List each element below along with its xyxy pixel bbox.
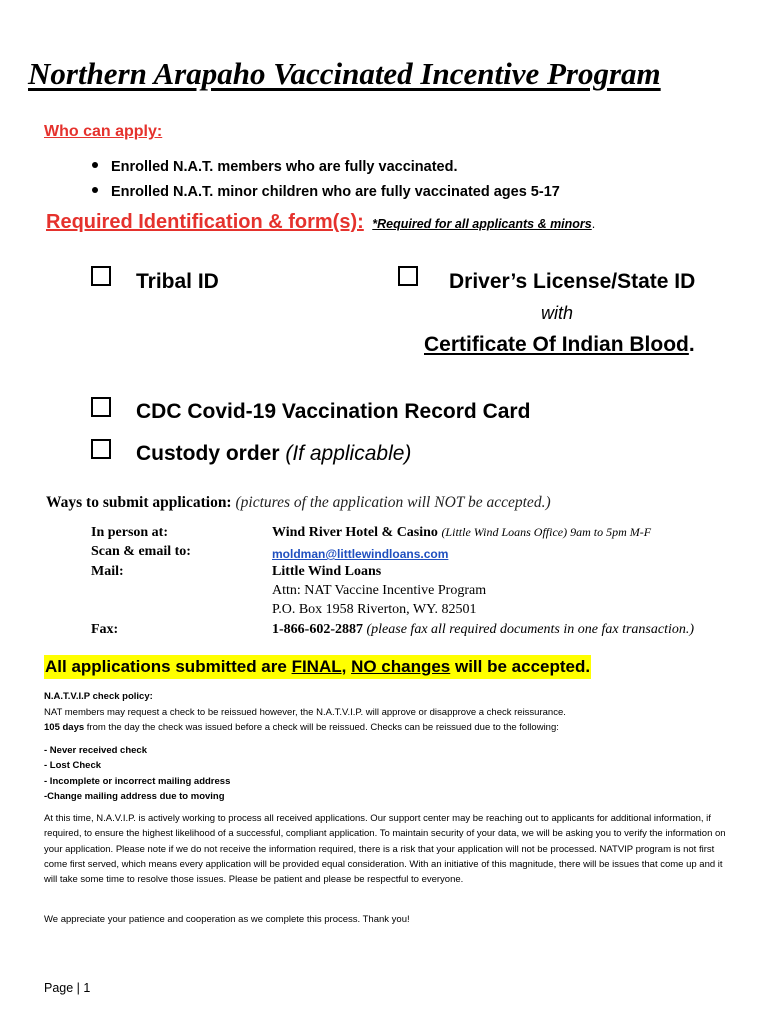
final-banner <box>44 655 591 679</box>
email-row <box>272 545 448 563</box>
required-note-period: . <box>591 217 596 231</box>
in-person-location: Wind River Hotel & Casino <box>272 525 438 540</box>
ways-to-submit-row <box>46 494 551 512</box>
with-text: with <box>541 303 574 323</box>
check-policy-heading: N.A.T.V.I.P check policy: <box>44 691 153 702</box>
in-person-value-row <box>272 525 651 541</box>
in-person-label: In person at: <box>91 525 169 540</box>
mail-label: Mail: <box>91 564 124 579</box>
tribal-id-label: Tribal ID <box>136 270 219 293</box>
page-number: Page | 1 <box>44 981 91 995</box>
thanks-text: We appreciate your patience and cooperation as we complete this process. Thank you! <box>44 914 410 925</box>
final-banner-suffix: will be accepted. <box>450 657 591 676</box>
cib-period: . <box>688 333 695 356</box>
drivers-license-checkbox[interactable] <box>398 266 418 286</box>
tribal-id-checkbox[interactable] <box>91 266 111 286</box>
custody-order-label: Custody order <box>136 442 280 465</box>
reason-item: - Lost Check <box>44 760 102 771</box>
email-link[interactable]: moldman@littlewindloans.com <box>272 547 449 561</box>
mail-line-2: Attn: NAT Vaccine Incentive Program <box>272 583 487 598</box>
final-banner-no-changes: NO changes <box>351 657 451 676</box>
check-policy-days: 105 days <box>44 722 85 733</box>
fax-row <box>272 622 694 638</box>
custody-order-checkbox[interactable] <box>91 439 111 459</box>
mail-line-1: Little Wind Loans <box>272 564 382 579</box>
eligibility-item: Enrolled N.A.T. members who are fully vaccinated. <box>111 159 458 175</box>
final-banner-comma: , <box>341 657 352 676</box>
reason-item: -Change mailing address due to moving <box>44 791 225 802</box>
final-banner-final: FINAL <box>291 657 342 676</box>
reason-item: - Never received check <box>44 745 147 756</box>
eligibility-list <box>92 156 560 206</box>
ways-to-submit-heading: Ways to submit application: <box>46 494 232 511</box>
required-note: *Required for all applicants & minors <box>372 217 592 231</box>
required-id-heading: Required Identification & form(s): <box>46 211 364 233</box>
ways-to-submit-note: (pictures of the application will NOT be accepted.) <box>235 494 551 511</box>
bullet-icon <box>92 187 98 193</box>
final-banner-prefix: All applications submitted are <box>45 657 292 676</box>
drivers-license-label: Driver’s License/State ID <box>449 270 696 293</box>
bullet-icon <box>92 162 98 168</box>
mail-line-3: P.O. Box 1958 Riverton, WY. 82501 <box>272 602 477 617</box>
processing-paragraph: At this time, N.A.V.I.P. is actively working to process all received applications. Our support center may be reaching out to applicants for additional information, if required, to ensure the highest likelihood of a successful, compliant application. To maintain security of your data, we will be asking you to verify the information on your application. Please note if we do not receive the information required, there is a risk that your application will not be processed. NATVIP program is not first come first served, which means every application will be provided equal consideration. With an initiative of this magnitude, there will be issues that come up and it will take some time to resolve those issues. Please be patient and please be respectful to everyone. <box>44 813 726 886</box>
list-item <box>92 156 560 181</box>
page-title: Northern Arapaho Vaccinated Incentive Program <box>28 56 661 91</box>
cdc-card-label: CDC Covid-19 Vaccination Record Card <box>136 400 531 423</box>
cdc-card-checkbox[interactable] <box>91 397 111 417</box>
fax-number: 1-866-602-2887 <box>272 622 363 637</box>
fax-note: (please fax all required documents in one fax transaction.) <box>366 622 695 637</box>
check-policy-line-2 <box>44 720 559 736</box>
custody-order-note: (If applicable) <box>285 442 412 465</box>
reason-item: - Incomplete or incorrect mailing address <box>44 776 231 787</box>
cib-row <box>424 333 695 357</box>
in-person-hours: (Little Wind Loans Office) 9am to 5pm M-F <box>441 525 652 539</box>
check-policy-line-1: NAT members may request a check to be reissued however, the N.A.T.V.I.P. will approve or disapprove a check reissurance. <box>44 707 566 718</box>
list-item <box>92 181 560 206</box>
who-can-apply-heading: Who can apply: <box>44 123 163 140</box>
fax-label: Fax: <box>91 622 119 637</box>
check-policy-line-2-rest: from the day the check was issued before a check will be reissued. Checks can be reissued due to the following: <box>84 722 559 733</box>
custody-order-row <box>136 442 411 466</box>
eligibility-item: Enrolled N.A.T. minor children who are fully vaccinated ages 5-17 <box>111 184 560 200</box>
cib-label: Certificate Of Indian Blood <box>424 333 689 356</box>
scan-email-label: Scan & email to: <box>91 544 191 559</box>
required-id-row <box>46 211 595 234</box>
